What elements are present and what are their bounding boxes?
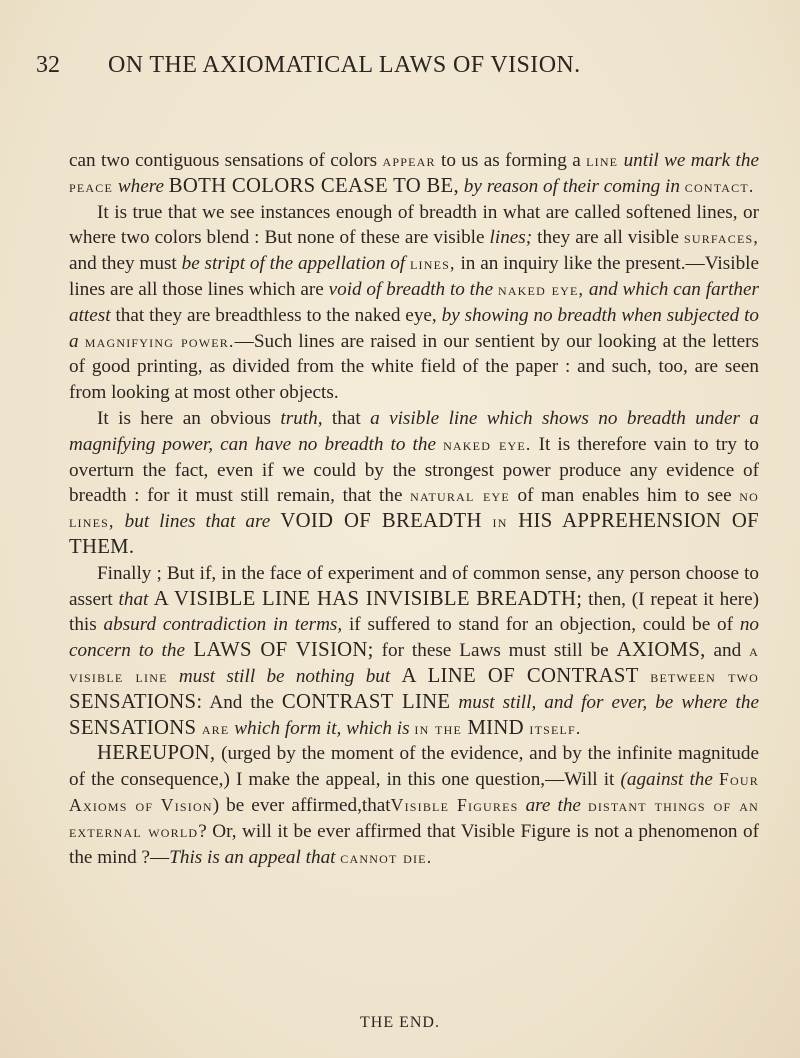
text-run: no concern to the — [69, 614, 760, 662]
text-run: where — [113, 175, 169, 197]
text-run: lines; — [489, 227, 533, 249]
text-run: of man enables him to see — [509, 485, 740, 507]
text-run: It is therefore vain to try to overturn the fact, even if we could by the strongest power produce any evidence of breadth : for it must still remain, that the — [69, 433, 759, 507]
text-run: (urged by the moment of the evidence, and by the infinite magnitude of the consequence,) I make the appeal, in this one question,—Will it — [69, 743, 759, 791]
text-run: void of breadth to the — [328, 278, 498, 300]
text-run: truth, — [280, 407, 323, 429]
paragraph — [69, 148, 759, 200]
text-run: distant things of an external world — [69, 794, 759, 841]
text-run: between two — [650, 665, 759, 686]
paragraph — [69, 741, 759, 870]
text-run: ) be ever affirmed,that — [212, 794, 391, 816]
paragraph — [69, 406, 759, 561]
paragraph — [69, 200, 759, 406]
text-run: MIND — [461, 716, 530, 739]
text-run: Four Axioms of Vision — [69, 769, 759, 815]
text-run: that — [322, 407, 371, 429]
text-run: peace — [69, 175, 114, 196]
text-run: in an inquiry like the present.—Visible lines are all those lines which are — [69, 253, 760, 300]
text-run: a visible line — [69, 640, 760, 686]
text-run: Finally ; But if, in the face of experiment and of common sense, any person choose to assert — [69, 562, 759, 610]
text-run: VOID OF BREADTH — [280, 510, 493, 533]
text-run: lines, — [409, 253, 456, 274]
text-run: until we mark — [618, 150, 736, 171]
text-run: but lines that are — [114, 511, 281, 533]
text-run: if suffered to stand for an objection, could be of — [342, 614, 740, 636]
text-run: SENSATIONS: — [69, 690, 203, 713]
text-run: —Such lines are raised in our sentient by our looking at the letters of good printing, as divided from the white field of the paper : and such, too, are seen from looking at most other objects. — [69, 330, 760, 404]
text-run: must still, and for ever, be where the — [450, 691, 759, 713]
text-run: that — [118, 588, 149, 610]
text-run: to us as forming a — [435, 150, 587, 171]
paragraph — [69, 561, 759, 742]
text-run: SENSATIONS — [69, 716, 202, 739]
text-run: natural eye — [410, 485, 510, 506]
text-run: magnifying power. — [84, 330, 235, 351]
text-run: A VISIBLE LINE HAS INVISIBLE BREADTH; — [148, 587, 583, 610]
text-run: are — [201, 717, 230, 738]
page-header — [36, 52, 776, 79]
text-run: a visible line which shows no breadth under a magnifying power, can have no breadth to the — [69, 407, 759, 455]
running-title: ON THE AXIOMATICAL LAWS OF VISION. — [108, 52, 581, 78]
text-run: must still be nothing but — [167, 665, 402, 687]
text-run: cannot die. — [340, 846, 433, 867]
page-number: 32 — [36, 52, 60, 78]
text-run: by showing no breadth when subjected to a — [69, 304, 759, 352]
text-run: A LINE OF CONTRAST — [401, 664, 651, 687]
text-run: This is an appeal that — [169, 846, 341, 868]
text-run: appear — [382, 150, 436, 170]
text-run: and which can farther attest — [69, 278, 759, 326]
body-text — [69, 148, 759, 870]
text-run: HIS APPREHENSION OF THEM. — [69, 510, 759, 558]
text-run: and they must — [69, 253, 182, 275]
text-run: that they are breadthless to the naked eye, — [115, 304, 442, 326]
text-run: It is true that we see instances enough of breadth in what are called softened lines, or where two colors blend : But none of these are visible — [69, 201, 759, 249]
text-run: the — [735, 150, 759, 171]
text-run: Visible Figures — [390, 794, 519, 815]
text-run: be stript of the appellation of — [181, 253, 410, 275]
text-run: line — [586, 150, 619, 170]
text-run: naked eye, — [497, 278, 585, 299]
text-run: absurd contradiction in terms, — [103, 614, 343, 636]
text-run: (against the — [620, 769, 720, 791]
text-run: then, (I repeat it here) this — [69, 588, 760, 636]
text-run: itself. — [529, 717, 582, 738]
text-run: they are all visible — [532, 227, 684, 249]
text-run: for these Laws must still be — [373, 640, 617, 662]
text-run: ? Or, will it be ever affirmed that Visible Figure is not a phenomenon of the mind ?— — [69, 820, 760, 868]
text-run: AXIOMS, — [616, 639, 706, 662]
text-run: are the — [518, 794, 588, 816]
text-run: which form it, which is — [229, 717, 415, 739]
text-run: surfaces, — [683, 227, 759, 248]
text-run: contact. — [684, 175, 755, 196]
text-run: HEREUPON, — [97, 742, 216, 765]
text-run: CONTRAST LINE — [281, 690, 451, 713]
text-run: naked eye. — [443, 433, 532, 454]
text-run: by reason of their coming in — [459, 175, 685, 197]
text-run: in — [492, 511, 508, 532]
text-run: in the — [414, 717, 462, 738]
text-run: It is here an obvious — [97, 407, 281, 429]
text-run: LAWS OF VISION; — [184, 639, 374, 662]
text-run: BOTH COLORS CEASE TO BE, — [168, 174, 459, 197]
end-marker: THE END. — [360, 1014, 440, 1031]
text-run: And the — [202, 691, 282, 713]
text-run: no lines, — [69, 485, 759, 532]
text-run: and — [705, 640, 750, 662]
text-run: can two contiguous sensations of colors — [69, 150, 383, 171]
